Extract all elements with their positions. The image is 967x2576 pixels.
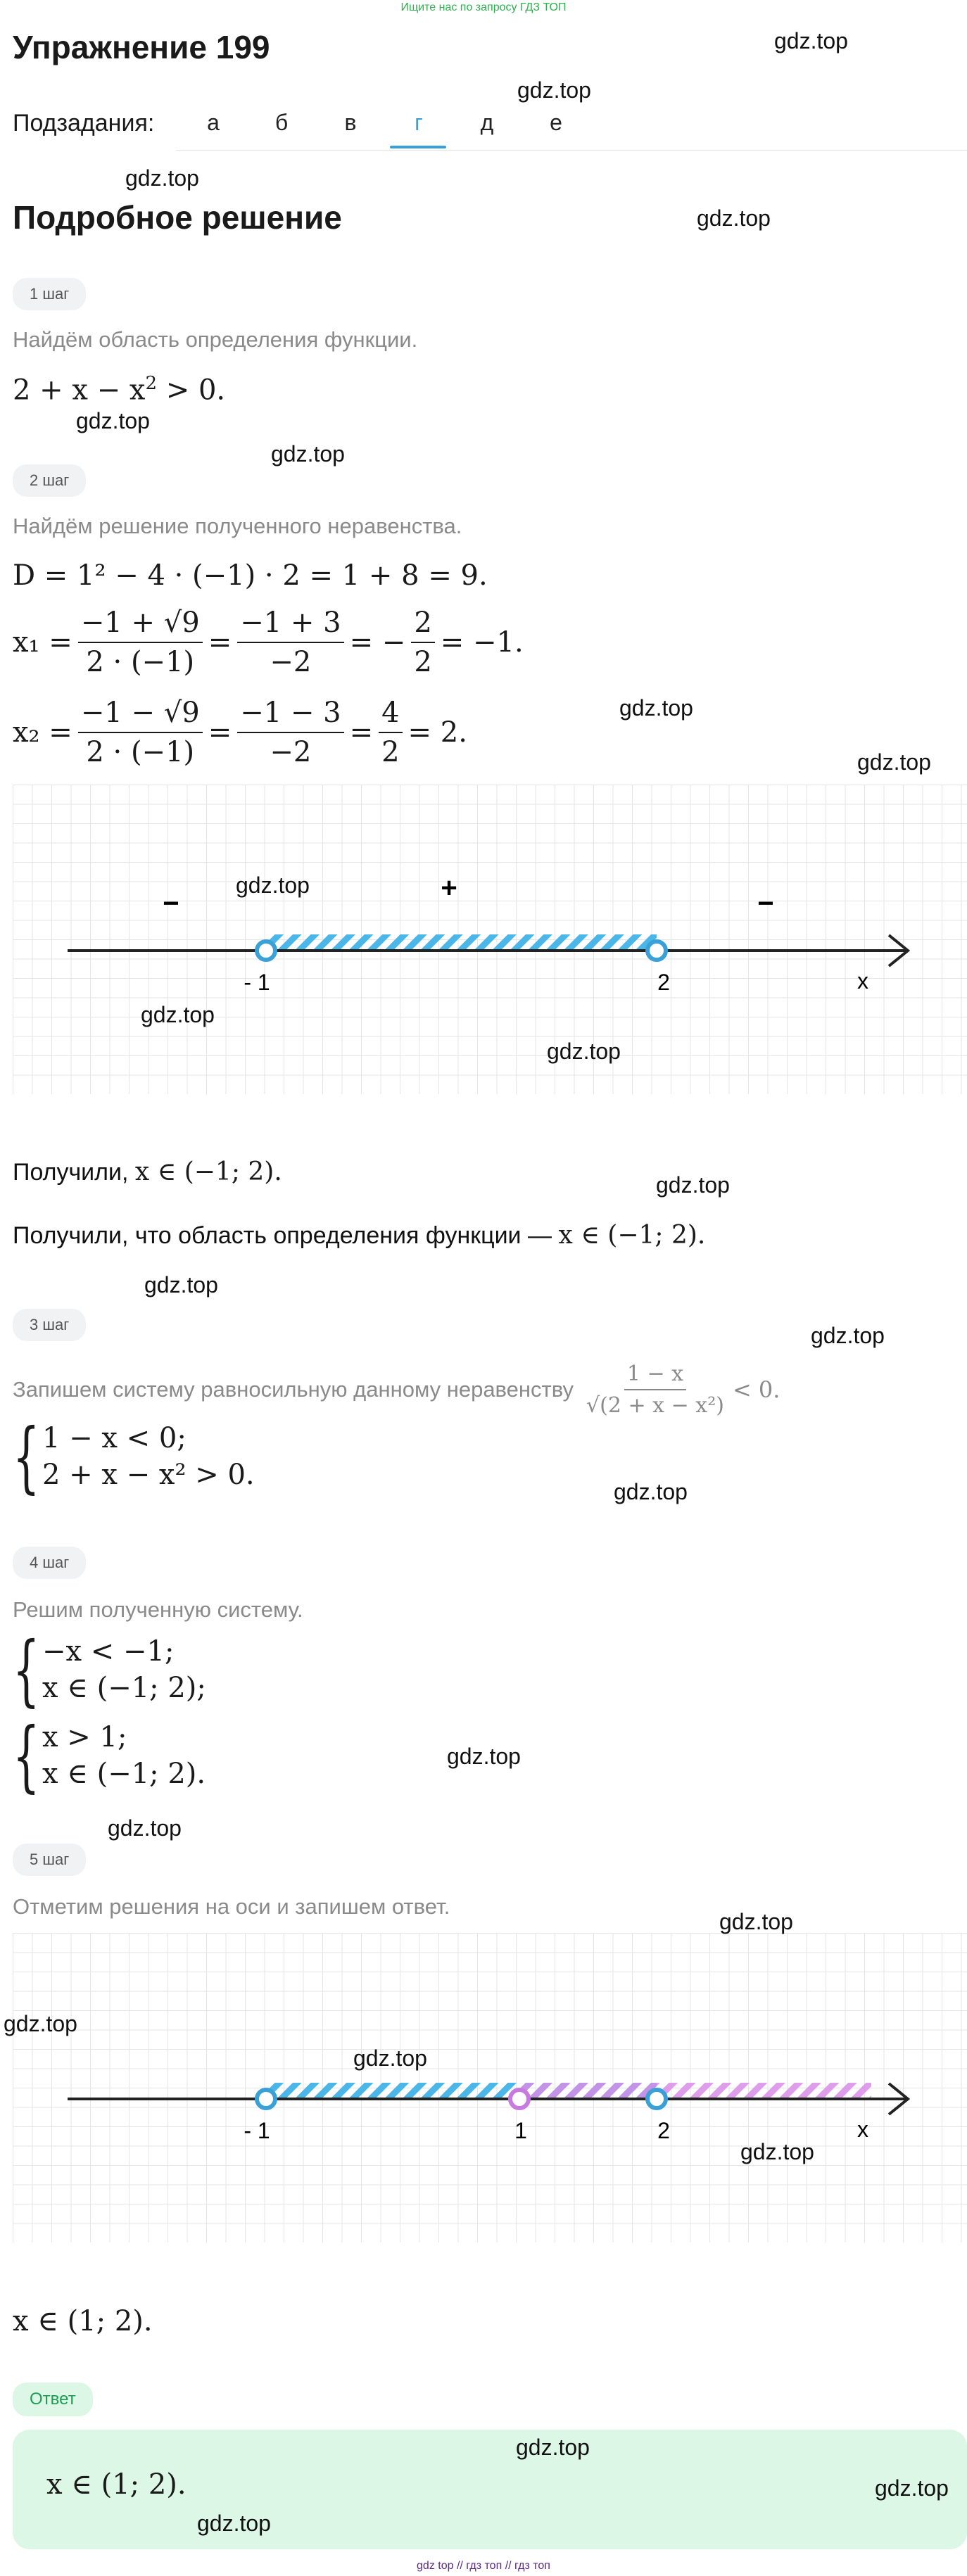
step-badge: 5 шаг <box>13 1844 86 1876</box>
watermark: gdz.top <box>740 2139 814 2164</box>
watermark: gdz.top <box>547 1039 621 1064</box>
answer-badge: Ответ <box>13 2383 93 2416</box>
step-badge: 1 шаг <box>13 278 86 310</box>
tab-d[interactable]: д <box>480 110 494 135</box>
system-3: { x > 1; x ∈ (−1; 2). <box>13 1711 206 1801</box>
brace: { <box>13 1625 40 1715</box>
footer-links[interactable]: gdz top // гдз топ // гдз топ <box>417 2560 550 2572</box>
watermark: gdz.top <box>141 1002 215 1027</box>
watermark: gdz.top <box>125 165 199 191</box>
subtasks-label: Подзадания: <box>13 110 155 137</box>
open-point <box>257 941 275 960</box>
point-label: 2 <box>657 970 670 995</box>
inequality: $2 + x - x^2 > 0$. <box>13 373 226 407</box>
axis-label: x <box>857 2117 868 2142</box>
section-title: Подробное решение <box>13 199 342 236</box>
tabs-divider <box>176 150 967 151</box>
active-tab-indicator <box>390 146 446 148</box>
watermark: gdz.top <box>719 1909 793 1934</box>
root-x1: x₁ = $\frac{-1 + √9}{2 \cdot (-1)}$ = $\frac{-1 + 3}{-2}$ = − $\frac{2}{2}$ = −1. <box>13 607 524 678</box>
discriminant: D = 1² − 4 · (−1) · 2 = 1 + 8 = 9. <box>13 559 488 592</box>
watermark: gdz.top <box>4 2011 77 2036</box>
watermark: gdz.top <box>875 2475 949 2501</box>
step-badge: 2 шаг <box>13 464 86 497</box>
watermark: gdz.top <box>656 1172 730 1198</box>
tab-v[interactable]: в <box>344 110 357 135</box>
watermark: gdz.top <box>197 2511 271 2536</box>
open-point <box>647 941 666 960</box>
axis-label: x <box>857 968 868 994</box>
watermark: gdz.top <box>76 408 150 433</box>
watermark: gdz.top <box>447 1744 521 1769</box>
number-line-1 <box>13 785 967 1094</box>
sign-label: + <box>441 873 457 903</box>
watermark: gdz.top <box>857 749 931 775</box>
number-line-2 <box>13 1933 967 2242</box>
sign-label: − <box>757 888 774 919</box>
system-2: { −x < −1; x ∈ (−1; 2); <box>13 1625 206 1715</box>
step-badge: 4 шаг <box>13 1547 86 1579</box>
top-banner[interactable]: Ищите нас по запросу ГДЗ ТОП <box>400 1 567 13</box>
number-line-grid-2 <box>13 1933 967 2242</box>
tab-a[interactable]: а <box>207 110 220 135</box>
sign-label: − <box>163 888 179 919</box>
tab-g[interactable]: г <box>415 110 423 135</box>
watermark: gdz.top <box>516 2435 590 2460</box>
open-point <box>257 2090 275 2108</box>
tab-b[interactable]: б <box>274 110 289 135</box>
root-x2: x₂ = $\frac{-1 - √9}{2 \cdot (-1)}$ = $\frac{-1 - 3}{-2}$ = $\frac{4}{2}$ = 2. <box>13 697 467 768</box>
step-badge: 3 шаг <box>13 1309 86 1341</box>
system-1: { 1 − x < 0; 2 + x − x² > 0. <box>13 1411 255 1502</box>
page-title: Упражнение 199 <box>13 29 270 65</box>
tab-e[interactable]: е <box>550 110 562 135</box>
answer-value: x ∈ (1; 2). <box>46 2468 187 2501</box>
step-text: Найдём область определения функции. <box>13 327 418 352</box>
interval-hatch <box>266 934 657 950</box>
watermark: gdz.top <box>774 28 848 53</box>
watermark: gdz.top <box>811 1323 885 1348</box>
result-line-1: Получили, x ∈ (−1; 2). <box>13 1157 282 1186</box>
watermark: gdz.top <box>614 1479 688 1504</box>
step-text: Решим полученную систему. <box>13 1597 303 1622</box>
watermark: gdz.top <box>108 1815 182 1841</box>
number-line-grid-1 <box>13 785 967 1094</box>
brace: { <box>13 1711 40 1801</box>
result-line-2: Получили, что область определения функции — x ∈ (−1; 2). <box>13 1221 706 1250</box>
watermark: gdz.top <box>144 1272 218 1297</box>
watermark: gdz.top <box>619 695 693 721</box>
step-text: Запишем систему равносильную данному неравенству $\frac{1 - x}{\text{√(2 + x − x²)}}$ < 0. <box>13 1362 780 1418</box>
watermark: gdz.top <box>353 2045 427 2071</box>
point-label: - 1 <box>244 2118 270 2143</box>
step-text: Отметим решения на оси и запишем ответ. <box>13 1894 450 1919</box>
watermark: gdz.top <box>697 205 771 231</box>
point-label: - 1 <box>244 970 270 995</box>
brace: { <box>13 1411 40 1502</box>
watermark: gdz.top <box>517 77 591 103</box>
point-label: 1 <box>514 2118 527 2143</box>
open-point <box>647 2090 666 2108</box>
open-point <box>510 2090 529 2108</box>
interval-hatch-pink <box>519 2083 871 2098</box>
watermark: gdz.top <box>236 873 310 898</box>
watermark: gdz.top <box>271 441 345 467</box>
final-result: x ∈ (1; 2). <box>13 2305 153 2337</box>
step-text: Найдём решение полученного неравенства. <box>13 514 462 538</box>
point-label: 2 <box>657 2118 670 2143</box>
